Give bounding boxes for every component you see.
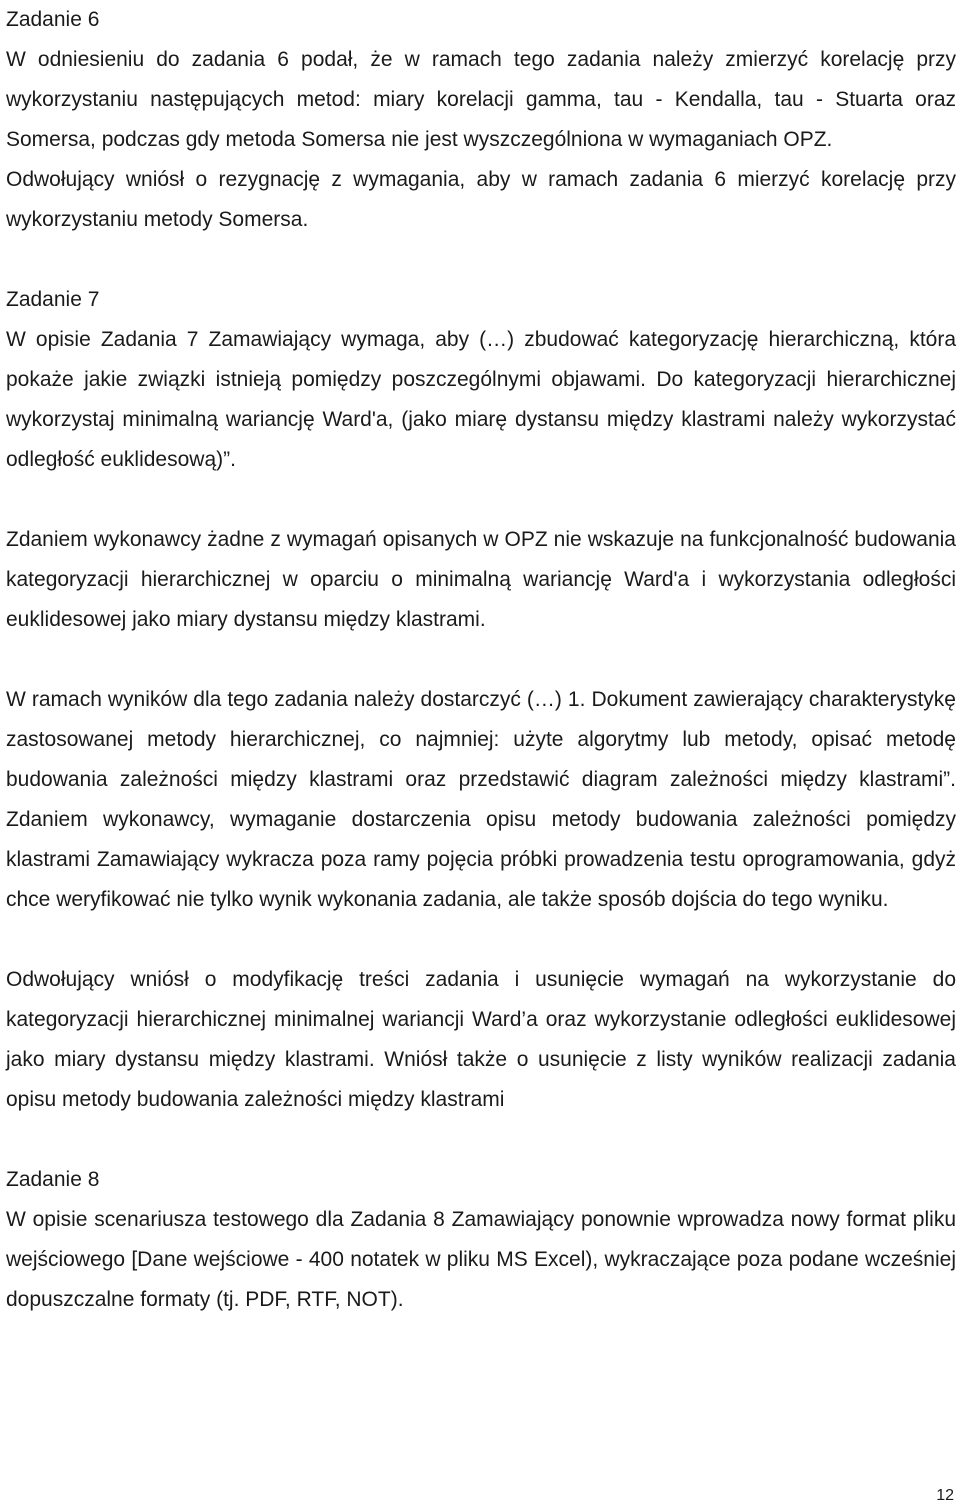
spacer (6, 920, 956, 960)
spacer (6, 480, 956, 520)
heading-zadanie-6: Zadanie 6 (6, 8, 100, 31)
paragraph-z7-results: W ramach wyników dla tego zadania należy dostarczyć (…) 1. Dokument zawierający charakterystykę zastosowanej metody hierarchicznej, co najmniej: użyte algorytmy lub metody, opisać metodę budowania zależności między klastrami oraz przedstawić diagram zależności między klastrami”. Zdaniem wykonawcy, wymaganie dostarczenia opisu metody budowania zależności pomiędzy klastrami Zamawiający wykracza poza ramy pojęcia próbki prowadzenia testu oprogramowania, gdyż chce weryfikować nie tylko wynik wykonania zadania, ale także sposób dojścia do tego wyniku. (6, 688, 956, 911)
paragraph-z6-request: Odwołujący wniósł o rezygnację z wymagania, aby w ramach zadania 6 mierzyć korelację przy wykorzystaniu metody Somersa. (6, 168, 956, 231)
paragraph-z7-request: Odwołujący wniósł o modyfikację treści zadania i usunięcie wymagań na wykorzystanie do kategoryzacji hierarchicznej minimalnej wariancji Ward’a oraz wykorzystanie odległości euklidesowej jako miary dystansu między klastrami. Wniósł także o usunięcie z listy wyników realizacji zadania opisu metody budowania zależności między klastrami (6, 968, 956, 1111)
paragraph-z8-description: W opisie scenariusza testowego dla Zadania 8 Zamawiający ponownie wprowadza nowy format pliku wejściowego [Dane wejściowe - 400 notatek w pliku MS Excel), wykraczające poza podane wcześniej dopuszczalne formaty (tj. PDF, RTF, NOT). (6, 1208, 956, 1311)
document-page (6, 0, 956, 1320)
paragraph-z7-contractor-opinion: Zdaniem wykonawcy żadne z wymagań opisanych w OPZ nie wskazuje na funkcjonalność budowania kategoryzacji hierarchicznej w oparciu o minimalną wariancję Ward'a i wykorzystania odległości euklidesowej jako miary dystansu między klastrami. (6, 528, 956, 631)
paragraph-z6-description: W odniesieniu do zadania 6 podał, że w ramach tego zadania należy zmierzyć korelację przy wykorzystaniu następujących metod: miary korelacji gamma, tau - Kendalla, tau - Stuarta oraz Somersa, podczas gdy metoda Somersa nie jest wyszczególniona w wymaganiach OPZ. (6, 48, 956, 151)
spacer (6, 240, 956, 280)
heading-zadanie-8: Zadanie 8 (6, 1168, 100, 1191)
spacer (6, 640, 956, 680)
paragraph-z7-requirement: W opisie Zadania 7 Zamawiający wymaga, aby (…) zbudować kategoryzację hierarchiczną, która pokaże jakie związki istnieją pomiędzy poszczególnymi objawami. Do kategoryzacji hierarchicznej wykorzystaj minimalną wariancję Ward'a, (jako miarę dystansu między klastrami należy wykorzystać odległość euklidesową)”. (6, 328, 956, 471)
spacer (6, 1120, 956, 1160)
page-number: 12 (936, 1487, 954, 1504)
heading-zadanie-7: Zadanie 7 (6, 288, 100, 311)
